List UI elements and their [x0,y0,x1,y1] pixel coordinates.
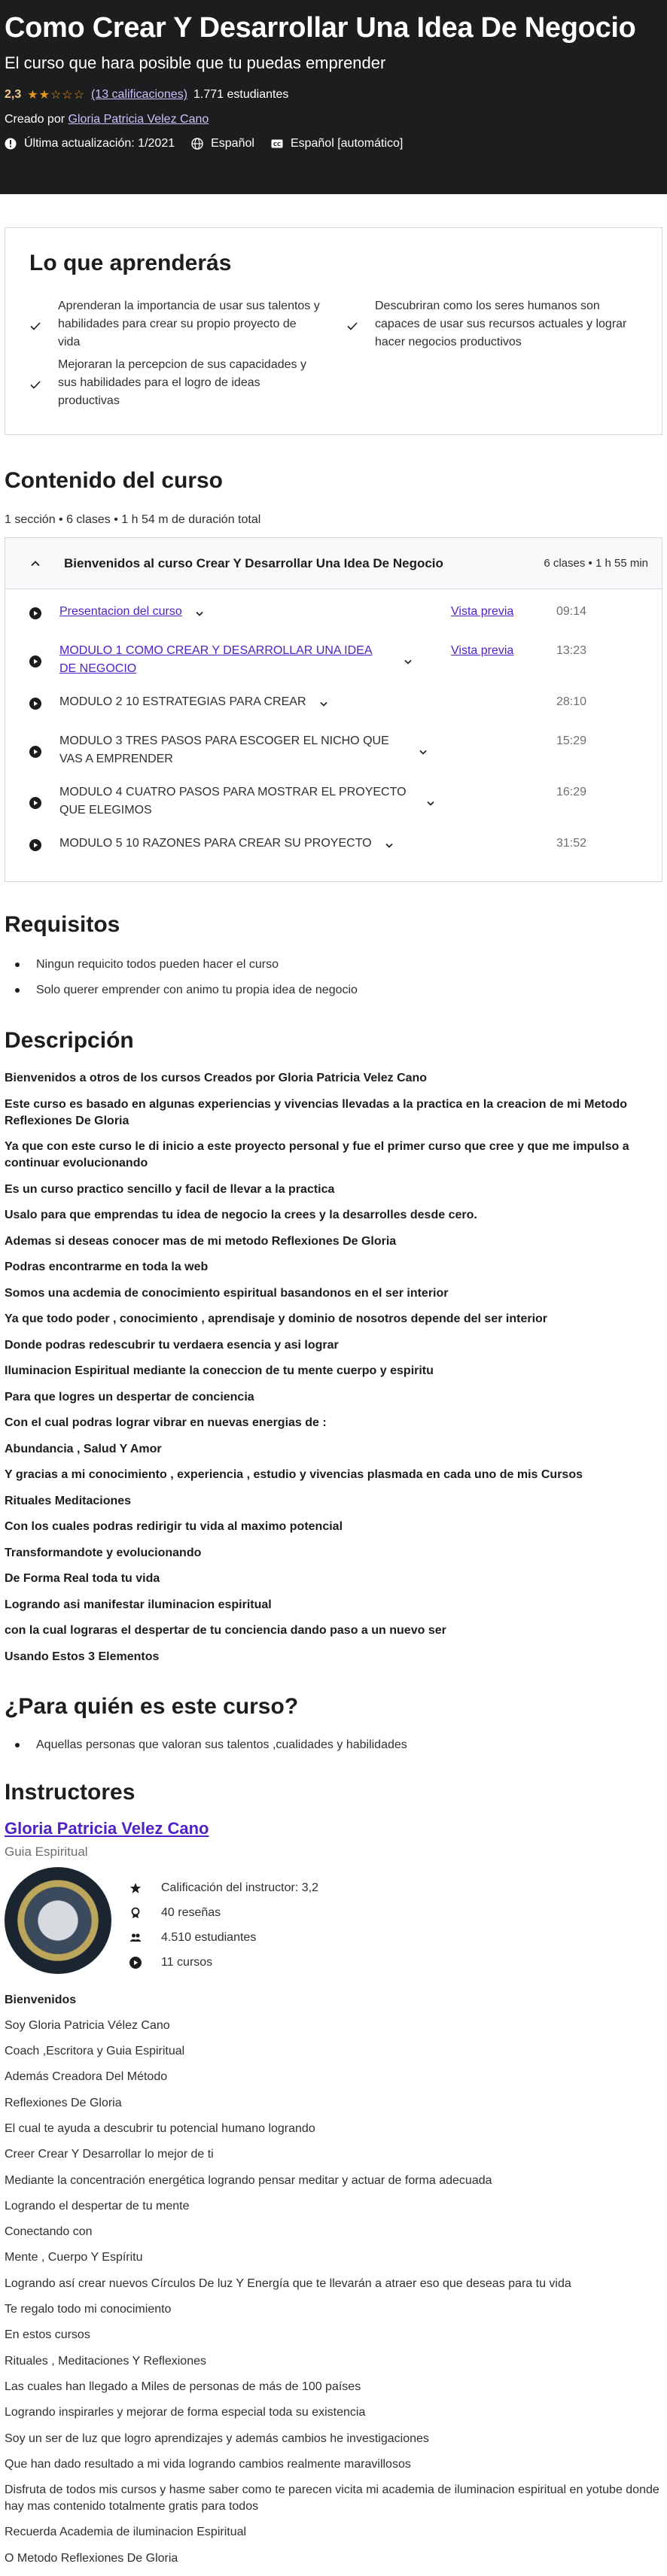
lesson-title-wrap [41,783,451,820]
bio-paragraph: Conectando con [5,2225,93,2239]
lesson-title-wrap [41,835,451,853]
instructor-avatar[interactable] [5,1867,111,1974]
closed-captions-icon [271,138,283,150]
check-icon [346,300,358,351]
lesson-title-wrap [41,693,451,711]
preview-link[interactable]: Vista previa [451,605,514,618]
list-item [15,1736,662,1754]
instructor-stat [129,1926,318,1951]
language-text: Español [211,137,254,150]
description-paragraph: Con los cuales podras redirigir tu vida al maximo potencial [5,1520,343,1533]
course-content-section [0,468,667,2567]
learn-item [346,297,638,351]
description-paragraph: Ya que con este curso le di inicio a este proyecto personal y fue el primer curso que cree y que me impulso a continuar evolucionando [5,1140,629,1169]
learn-item [29,297,321,351]
lesson-item [29,642,650,678]
lesson-duration: 16:29 [556,786,586,798]
bio-paragraph: Rituales , Meditaciones Y Reflexiones [5,2354,206,2368]
bio-paragraph: Reflexiones De Gloria [5,2096,122,2109]
lesson-item [29,835,650,859]
bio-paragraph: Soy Gloria Patricia Vélez Cano [5,2018,170,2032]
star-icon [129,1882,142,1894]
bullet-icon [15,963,20,967]
instructor-summary [5,1867,662,1975]
bio-paragraph: O Metodo Reflexiones De Gloria [5,2551,178,2565]
lesson-title: MODULO 4 CUATRO PASOS PARA MOSTRAR EL PROYECTO QUE ELEGIMOS [59,786,407,817]
lesson-duration: 09:14 [556,605,586,618]
description-paragraph: Abundancia , Salud Y Amor [5,1442,162,1455]
description-paragraph: Y gracias a mi conocimiento , experiencia , estudio y vivencias plasmada en cada uno de mis Cursos [5,1468,583,1481]
rating-row [5,87,662,102]
chevron-up-icon [29,558,41,570]
play-circle-icon [29,786,41,820]
audience-list [5,1736,662,1754]
curriculum-panel [5,537,662,882]
description-paragraph: Usalo para que emprendas tu idea de negocio la crees y la desarrolles desde cero. [5,1209,477,1221]
learn-item [29,356,321,410]
preview-link[interactable]: Vista previa [451,644,514,657]
description-body [5,1070,662,1665]
students-count: 1.771 estudiantes [193,88,289,101]
bio-paragraph: Las cuales han llegado a Miles de personas de más de 100 países [5,2380,361,2393]
bio-paragraph: Recuerda Academia de iluminacion Espiritual [5,2526,247,2539]
description-paragraph: con la cual lograras el despertar de tu conciencia dando paso a un nuevo ser [5,1624,446,1637]
instructor-stat-text: Calificación del instructor: 3,2 [161,1881,318,1894]
description-paragraph: Somos una acdemia de conocimiento espiritual basandonos en el ser interior [5,1286,449,1300]
lesson-duration: 31:52 [556,837,586,850]
instructor-stat [129,1901,318,1926]
lesson-title[interactable]: Presentacion del curso [59,605,182,618]
play-circle-icon [29,838,41,853]
lesson-item [29,783,650,820]
lesson-title-wrap [41,642,451,678]
check-icon [29,359,41,410]
audience-title: ¿Para quién es este curso? [5,1693,299,1719]
lesson-title[interactable]: MODULO 1 COMO CREAR Y DESARROLLAR UNA IDEA DE NEGOCIO [59,644,373,675]
description-paragraph: Podras encontrarme en toda la web [5,1261,209,1273]
bio-paragraph: Logrando inspirarles y mejorar de forma especial toda su existencia [5,2406,366,2419]
description-paragraph: Bienvenidos a otros de los cursos Creados por Gloria Patricia Velez Cano [5,1072,428,1084]
bio-paragraph: Además Creadora Del Método [5,2070,168,2084]
bio-paragraph: En estos cursos [5,2328,90,2342]
lesson-title: MODULO 5 10 RAZONES PARA CREAR SU PROYECTO [59,837,372,850]
bio-paragraph: Mediante la concentración energética logrando pensar meditar y actuar de forma adecuada [5,2173,492,2187]
lesson-title-wrap [41,732,451,768]
list-item [15,956,662,974]
last-updated [5,137,175,151]
lesson-list [5,589,662,881]
description-paragraph: Usando Estos 3 Elementos [5,1650,160,1663]
learn-item-text: Descubriran como los seres humanos son capaces de usar sus recursos actuales y lograr hacer negocios productivos [375,300,627,348]
learn-item-text: Aprenderan la importancia de usar sus talentos y habilidades para crear su propio proyecto de vida [58,300,320,348]
learn-grid [29,297,638,410]
instructors-title: Instructores [5,1779,136,1805]
instructor-bio [5,1992,662,2567]
course-header [0,0,667,194]
rating-count-link[interactable]: (13 calificaciones) [90,88,188,101]
award-icon [129,1907,142,1919]
lesson-duration: 28:10 [556,695,586,708]
lesson-main [29,783,451,820]
description-paragraph: Ya que todo poder , conocimiento , aprendisaje y dominio de nosotros depende del ser interior [5,1312,548,1325]
last-updated-text: Última actualización: 1/2021 [24,137,175,150]
lesson-item [29,603,650,627]
description-paragraph: De Forma Real toda tu vida [5,1572,160,1585]
language [191,137,254,151]
what-you-will-learn [5,227,662,435]
course-content-meta: 1 sección • 6 clases • 1 h 54 m de duración total [5,513,261,526]
list-item-text: Ningun requicito todos pueden hacer el curso [36,958,279,971]
creator-row [5,113,662,126]
lesson-main [29,835,451,853]
chevron-down-icon[interactable] [384,838,394,853]
play-circle-icon [129,1957,142,1969]
bio-paragraph: El cual te ayuda a descubrir tu potencial humano logrando [5,2121,315,2135]
bio-paragraph: Disfruta de todos mis cursos y hasme saber como te parecen vicita mi academia de iluminacion espiritual en yotube donde hay mas contenido totalmente gratis para todos [5,2483,659,2514]
info-icon [5,138,17,150]
captions-text: Español [automático] [290,137,404,150]
learn-title: Lo que aprenderás [29,251,232,275]
play-circle-icon [29,735,41,768]
bullet-icon [15,988,20,993]
curriculum-section-stats: 6 clases • 1 h 55 min [544,557,648,570]
curriculum-section-header[interactable] [5,538,662,589]
instructor-name-link[interactable]: Gloria Patricia Velez Cano [5,1818,209,1838]
lesson-duration: 13:23 [556,644,586,657]
users-icon [129,1932,142,1944]
bio-paragraph: Que han dado resultado a mi vida logrando cambios realmente maravillosos [5,2457,411,2471]
description-paragraph: Este curso es basado en algunas experiencias y vivencias llevadas a la practica en la creacion de mi Metodo Reflexiones De Gloria [5,1097,628,1127]
description-paragraph: Rituales Meditaciones [5,1494,132,1507]
check-icon [29,300,41,351]
instructor-stat-text: 40 reseñas [161,1906,221,1919]
lesson-item [29,732,650,768]
list-item-text: Solo querer emprender con animo tu propia idea de negocio [36,984,358,996]
description-paragraph: Donde podras redescubrir tu verdaera esencia y asi lograr [5,1338,339,1352]
play-circle-icon [29,696,41,711]
lesson-main [29,603,451,621]
creator-link[interactable]: Gloria Patricia Velez Cano [68,113,209,126]
bio-paragraph: Soy un ser de luz que logro aprendizajes y además cambios he investigaciones [5,2432,429,2445]
lesson-duration: 15:29 [556,734,586,747]
lesson-main [29,732,451,768]
lesson-title-wrap [41,603,451,621]
course-meta-row [5,137,662,151]
chevron-down-icon[interactable] [425,787,436,820]
play-circle-icon [29,606,41,621]
list-item [15,981,662,999]
chevron-down-icon[interactable] [403,646,413,678]
chevron-down-icon[interactable] [418,736,428,768]
description-title: Descripción [5,1028,134,1053]
bullet-icon [15,1743,20,1747]
course-title: Como Crear Y Desarrollar Una Idea De Negocio [5,12,636,44]
instructor-stat [129,1951,318,1975]
instructor-stat [129,1876,318,1901]
chevron-down-icon[interactable] [318,697,329,711]
list-item-text: Aquellas personas que valoran sus talentos ,cualidades y habilidades [36,1738,407,1751]
learn-item-text: Mejoraran la percepcion de sus capacidades y sus habilidades para el logro de ideas productivas [58,358,306,407]
bio-paragraph: Mente , Cuerpo Y Espíritu [5,2251,143,2264]
lesson-title: MODULO 2 10 ESTRATEGIAS PARA CREAR [59,695,306,708]
chevron-down-icon[interactable] [194,607,205,621]
captions [271,137,403,151]
bio-paragraph: Coach ,Escritora y Guia Espiritual [5,2045,185,2058]
play-circle-icon [29,645,41,678]
bio-paragraph: Bienvenidos [5,1993,77,2006]
lesson-main [29,642,451,678]
rating-stars-icon: ★★☆☆☆ [27,89,85,102]
rating-value: 2,3 [5,88,22,101]
instructor-stat-text: 4.510 estudiantes [161,1931,257,1944]
description-paragraph: Transformandote y evolucionando [5,1546,202,1559]
course-content-title: Contenido del curso [5,468,224,493]
bio-paragraph: Te regalo todo mi conocimiento [5,2303,172,2316]
bio-paragraph: Creer Crear Y Desarrollar lo mejor de ti [5,2148,214,2161]
description-paragraph: Iluminacion Espiritual mediante la coneccion de tu mente cuerpo y espiritu [5,1364,434,1377]
created-by-label: Creado por [5,113,65,126]
description-paragraph: Ademas si deseas conocer mas de mi metodo Reflexiones De Gloria [5,1234,397,1248]
globe-icon [191,138,203,150]
curriculum-section-title: Bienvenidos al curso Crear Y Desarrollar Una Idea De Negocio [64,555,443,570]
requirements-list [5,956,662,999]
instructor-stat-text: 11 cursos [161,1956,213,1969]
description-paragraph: Con el cual podras lograr vibrar en nuevas energias de : [5,1416,327,1429]
bio-paragraph: Logrando el despertar de tu mente [5,2199,190,2213]
description-paragraph: Es un curso practico sencillo y facil de llevar a la practica [5,1182,335,1196]
description-paragraph: Para que logres un despertar de conciencia [5,1390,254,1404]
lesson-item [29,693,650,717]
instructor-role: Guia Espiritual [5,1844,88,1859]
instructor-stats [129,1876,318,1975]
description-paragraph: Logrando asi manifestar iluminacion espiritual [5,1598,272,1611]
lesson-main [29,693,451,711]
bio-paragraph: Logrando así crear nuevos Círculos De luz Y Energía que te llevarán a atraer eso que deseas para tu vida [5,2276,571,2290]
lesson-title: MODULO 3 TRES PASOS PARA ESCOGER EL NICHO QUE VAS A EMPRENDER [59,734,389,765]
requirements-title: Requisitos [5,912,120,937]
svg-text:CC: CC [273,141,282,148]
course-subtitle: El curso que hara posible que tu puedas emprender [5,53,386,72]
